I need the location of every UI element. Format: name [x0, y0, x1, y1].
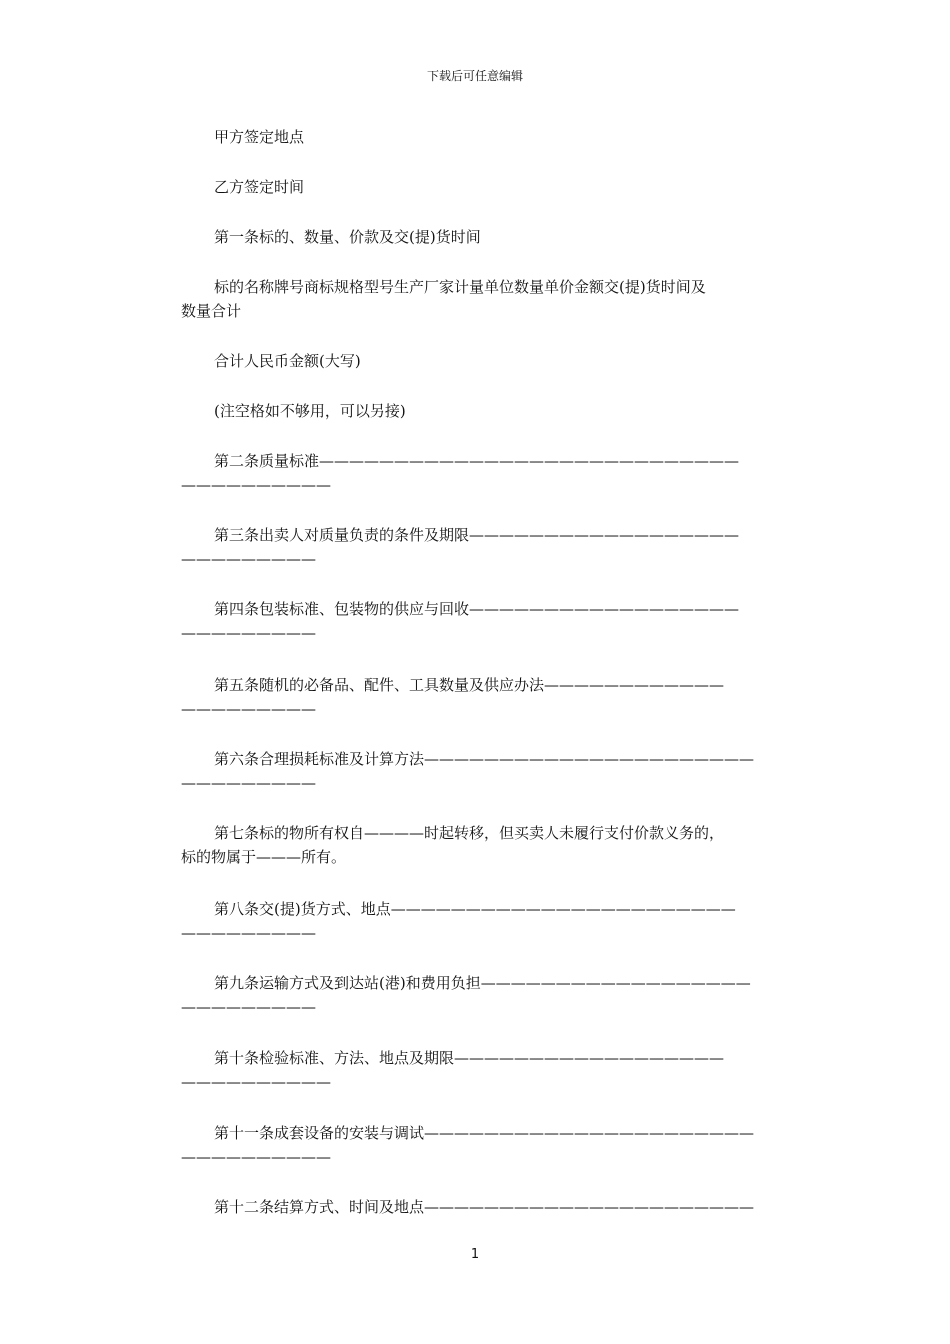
- paragraph-line: 乙方签定时间: [214, 178, 305, 196]
- paragraph-line: ——————————: [181, 1073, 331, 1091]
- paragraph-line: ——————————: [181, 1148, 331, 1166]
- article-8: [181, 897, 781, 945]
- paragraph-line: 第十二条结算方式、时间及地点——————————————————————: [214, 1198, 755, 1216]
- article-12: [181, 1195, 781, 1219]
- article-5: [181, 673, 781, 721]
- article-9: [181, 971, 781, 1019]
- paragraph-line: 第一条标的、数量、价款及交(提)货时间: [214, 228, 481, 246]
- paragraph-line: 数量合计: [181, 302, 242, 320]
- paragraph-signing-time: [181, 175, 781, 199]
- paragraph-line: —————————: [181, 700, 316, 718]
- paragraph-line: 合计人民币金额(大写): [214, 352, 361, 370]
- paragraph-total-amount: [181, 349, 781, 373]
- paragraph-line: ——————————: [181, 476, 331, 494]
- paragraph-line: 第九条运输方式及到达站(港)和费用负担——————————————————: [214, 974, 751, 992]
- paragraph-line: (注空格如不够用，可以另接): [214, 402, 406, 420]
- article-3: [181, 523, 781, 571]
- paragraph-line: 第十条检验标准、方法、地点及期限——————————————————: [214, 1049, 725, 1067]
- paragraph-signing-place: [181, 125, 781, 149]
- paragraph-line: 甲方签定地点: [214, 128, 305, 146]
- page-header: 下载后可任意编辑: [426, 69, 523, 83]
- article-1: [181, 225, 781, 249]
- paragraph-item-columns: [181, 275, 781, 323]
- paragraph-line: 第八条交(提)货方式、地点———————————————————————: [214, 900, 736, 918]
- paragraph-line: —————————: [181, 624, 316, 642]
- article-6: [181, 747, 781, 795]
- paragraph-line: —————————: [181, 924, 316, 942]
- article-10: [181, 1046, 781, 1094]
- paragraph-line: 第二条质量标准————————————————————————————: [214, 452, 740, 470]
- paragraph-line: 第五条随机的必备品、配件、工具数量及供应办法————————————: [214, 676, 725, 694]
- article-4: [181, 597, 781, 645]
- paragraph-line: 标的物属于———所有。: [181, 848, 347, 866]
- paragraph-line: 第七条标的物所有权自————时起转移，但买卖人未履行支付价款义务的，: [214, 824, 725, 842]
- paragraph-line: 第十一条成套设备的安装与调试——————————————————————: [214, 1124, 755, 1142]
- paragraph-line: 第四条包装标准、包装物的供应与回收——————————————————: [214, 600, 740, 618]
- paragraph-line: 第六条合理损耗标准及计算方法——————————————————————: [214, 750, 755, 768]
- paragraph-note: [181, 399, 781, 423]
- paragraph-line: —————————: [181, 998, 316, 1016]
- article-7: [181, 821, 781, 869]
- page-number: 1: [470, 1247, 480, 1262]
- paragraph-line: 标的名称牌号商标规格型号生产厂家计量单位数量单价金额交(提)货时间及: [214, 278, 706, 296]
- paragraph-line: —————————: [181, 774, 316, 792]
- paragraph-line: 第三条出卖人对质量负责的条件及期限——————————————————: [214, 526, 740, 544]
- paragraph-line: —————————: [181, 550, 316, 568]
- article-11: [181, 1121, 781, 1169]
- article-2: [181, 449, 781, 497]
